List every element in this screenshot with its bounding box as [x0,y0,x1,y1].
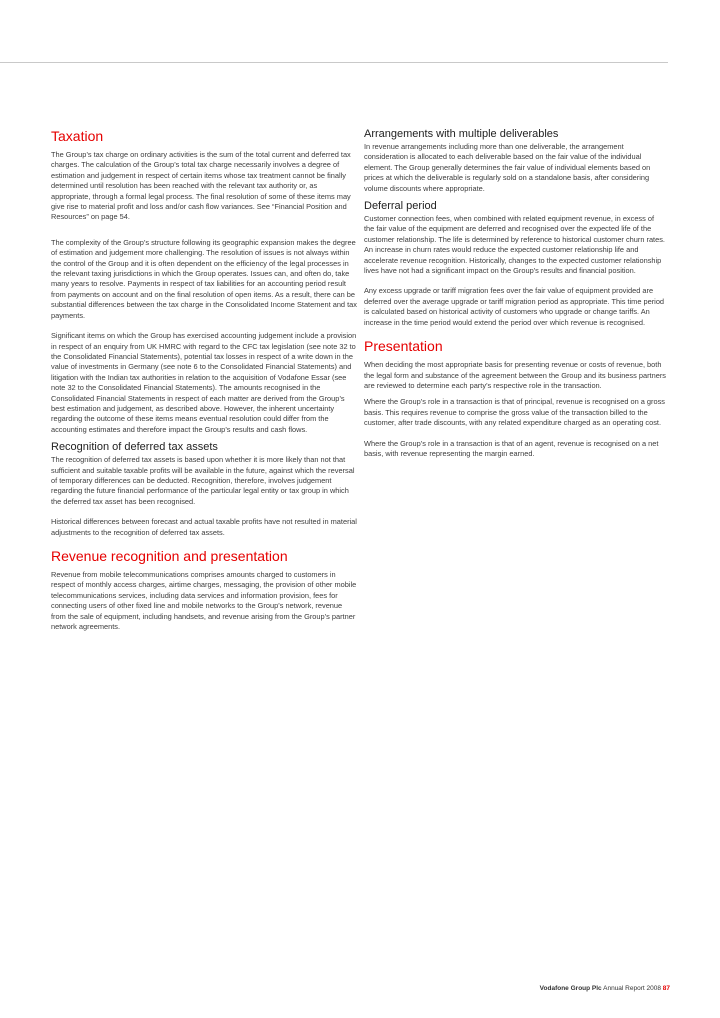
taxation-paragraph-3: Significant items on which the Group has exercised accounting judgement include a provision in respect of an enquiry from UK HMRC with regard to the CFC tax legislation (see note 32 to the Consolidated Financial Statements), potential tax losses in respect of a write down in the value of investments in Germany (see note 6 to the Consolidated Financial Statements) and litigation with the Indian tax authorities in relation to the acquisition of Vodafone Essar (see note 32 to the Consolidated Financial Statements). The amounts recognised in the Consolidated Financial Statements in respect of each matter are derived from the Group’s best estimation and judgement, as described above. However, the inherent uncertainty regarding the outcome of these items means eventual resolution could differ from the accounting estimates and therefore impact the Group’s results and cash flows. [51,331,357,434]
deferral-period-heading: Deferral period [364,200,437,213]
deferred-tax-heading: Recognition of deferred tax assets [51,441,218,454]
page-footer [540,985,670,992]
left-column [51,128,357,632]
arrangements-paragraph-1: In revenue arrangements including more than one deliverable, the arrangement consideration is allocated to each deliverable based on the fair value of the individual element. The Group generally determines the fair value of individual elements based on prices at which the deliverable is regularly sold on a standalone basis, after considering volume discounts where appropriate. [364,142,651,193]
presentation-paragraph-3: Where the Group’s role in a transaction is that of an agent, revenue is recognised on a net basis, with revenue representing the margin earned. [364,438,659,458]
revenue-paragraph-1: Revenue from mobile telecommunications comprises amounts charged to customers in respect of monthly access charges, airtime charges, messaging, the provision of other mobile telecommunications services, including data services and information provision, fees for connecting users of other fixed line and mobile networks to the Group’s network, revenue from the sale of equipment, including handsets, and revenue arising from the Group’s partner network agreements. [51,570,357,632]
deferred-tax-paragraph-1: The recognition of deferred tax assets is based upon whether it is more likely than not that sufficient and suitable taxable profits will be available in the future, against which the reversal of temporary differences can be deducted. Recognition, therefore, involves judgement regarding the future financial performance of the particular legal entity or tax group in which the deferred tax asset has been recognised. [51,455,355,506]
taxation-paragraph-2: The complexity of the Group’s structure following its geographic expansion makes the degree of estimation and judgement more challenging. The resolution of issues is not always within the control of the Group and it is often dependent on the efficiency of the legal processes in the relevant taxing jurisdictions in which the Group operates. Issues can, and often do, take many years to resolve. Payments in respect of tax liabilities for an accounting period result from payments on account and on the final resolution of open items. As a result, there can be substantial differences between the tax charge in the Consolidated Income Statement and tax payments. [51,237,357,320]
footer-page-number: 87 [662,985,670,992]
footer-company: Vodafone Group Plc [539,985,602,992]
taxation-paragraph-1: The Group’s tax charge on ordinary activities is the sum of the total current and deferred tax charges. The calculation of the Group’s total tax charge necessarily involves a degree of estimation and judgement in respect of certain items whose tax treatment cannot be finally determined until resolution has been reached with the relevant tax authority or, as appropriate, through a formal legal process. The final resolution of some of these items may give rise to material profit and loss and/or cash flow variances. See “Financial Position and Resources” on page 54. [51,150,351,222]
taxation-heading: Taxation [51,128,104,144]
revenue-heading: Revenue recognition and presentation [51,548,288,564]
deferral-paragraph-1: Customer connection fees, when combined with related equipment revenue, in excess of the fair value of the equipment are deferred and recognised over the expected life of the customer relationship. The life is determined by reference to historical customer churn rates. An increase in churn rates would reduce the expected customer relationship life and accelerate revenue recognition. Historically, changes to the expected customer relationship lives have not had a significant impact on the Group’s results and financial position. [364,214,665,276]
deferred-tax-paragraph-2: Historical differences between forecast and actual taxable profits have not resulted in material adjustments to the recognition of deferred tax assets. [51,517,357,537]
footer-report: Annual Report 2008 [603,985,661,992]
deferral-paragraph-2: Any excess upgrade or tariff migration fees over the fair value of equipment provided are deferred over the average upgrade or tariff migration period as appropriate. This time period is calculated based on historical activity of customers who upgrade or change tariffs. An increase in the time period would extend the period over which revenue is recognised. [364,286,665,327]
presentation-heading: Presentation [364,338,443,355]
header-rule [0,62,668,63]
presentation-paragraph-2: Where the Group’s role in a transaction is that of principal, revenue is recognised on a gross basis. This requires revenue to comprise the gross value of the transaction billed to the customer, after trade discounts, with any related expenditure charged as an operating cost. [364,397,665,428]
presentation-paragraph-1: When deciding the most appropriate basis for presenting revenue or costs of revenue, both the legal form and substance of the agreement between the Group and its business partners are reviewed to determine each party’s respective role in the transaction. [364,360,666,390]
right-column [364,128,666,459]
arrangements-heading: Arrangements with multiple deliverables [364,128,559,140]
